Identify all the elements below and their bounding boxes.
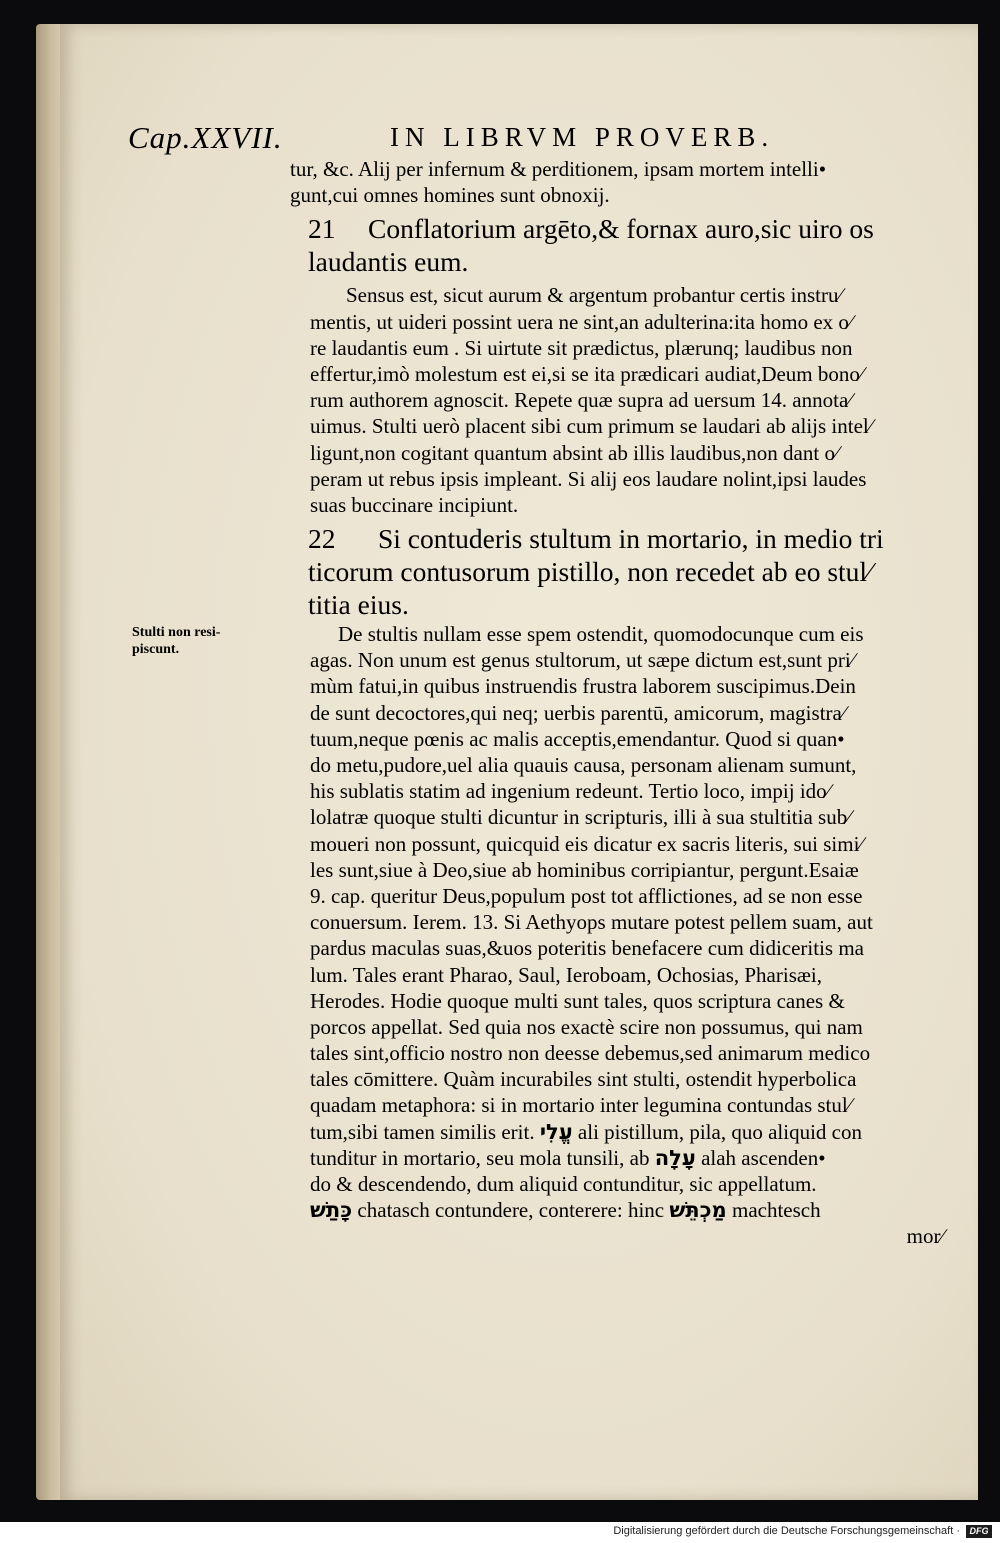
text-run: alah ascenden• (701, 1145, 826, 1170)
text-line: ligunt,non cogitant quantum absint ab illis laudibus,non dant o∕ (310, 440, 839, 465)
text-line: mentis, ut uideri possint uera ne sint,an adulterina:ita homo ex o∕ (310, 309, 853, 334)
text-line: conuersum. Ierem. 13. Si Aethyops mutare potest pellem suam, aut (310, 910, 873, 935)
text-line: porcos appellat. Sed quia nos exactè scire non possumus, qui nam (310, 1014, 863, 1039)
text-line: peram ut rebus ipsis impleant. Si alij eos laudare nolint,ipsi laudes (310, 466, 867, 491)
margin-note-line: piscunt. (132, 642, 180, 657)
text-line (250, 1145, 950, 1171)
text-line: De stultis nullam esse spem ostendit, quomodocunque cum eis (338, 622, 864, 647)
text-line: tales sint,officio nostro non deesse debemus,sed animarum medico (310, 1041, 871, 1066)
text-line: effertur,imò molestum est ei,si se ita prædicari audiat,Deum bono∕ (310, 361, 864, 386)
catchword: mor∕ (906, 1224, 944, 1249)
text-run: chatasch contundere, conterere: hinc (357, 1198, 665, 1223)
hebrew-word: עָלָה (654, 1145, 696, 1170)
text-line: quadam metaphora: si in mortario inter legumina contundas stul∕ (310, 1093, 852, 1118)
text-line: his sublatis statim ad ingenium redeunt. Tertio loco, impij ido∕ (310, 779, 831, 804)
text-line: uimus. Stulti uerò placent sibi cum primum se laudari ab alijs intel∕ (310, 414, 873, 439)
hebrew-word: עֱלִי (539, 1119, 573, 1144)
text-line (250, 1197, 950, 1223)
text-line: 9. cap. queritur Deus,populum post tot afflictiones, ad se non esse (310, 883, 863, 908)
text-line: suas buccinare incipiunt. (310, 492, 519, 517)
text-line: moueri non possunt, quicquid eis dicatur ex sacris literis, sui simi∕ (310, 831, 863, 856)
text-line (250, 1119, 950, 1145)
text-line: les sunt,siue à Deo,siue ab hominibus corripiantur, pergunt.Esaiæ (310, 857, 859, 882)
text-line: gunt,cui omnes homines sunt obnoxij. (290, 183, 610, 208)
text-run: tum,sibi tamen similis erit. (310, 1119, 535, 1144)
text-run: ali pistillum, pila, quo aliquid con (577, 1119, 862, 1144)
chapter-label: Cap.XXVII. (128, 120, 283, 155)
verse-number: 21 (308, 213, 336, 245)
text-line: de sunt decoctores,qui neq; uerbis parentū, amicorum, magistra∕ (310, 700, 846, 725)
text-line: do & descendendo, dum aliquid contunditur, sic appellatum. (310, 1172, 817, 1196)
footer-bar (0, 1522, 1000, 1543)
verse-text: Conflatorium argēto,& fornax auro,sic uiro os (368, 213, 874, 245)
text-run: tunditur in mortario, seu mola tunsili, ab (310, 1145, 650, 1170)
text-line: agas. Non unum est genus stultorum, ut sæpe dictum est,sunt pri∕ (310, 648, 855, 673)
verse-text: Si contuderis stultum in mortario, in medio tri (378, 523, 884, 555)
text-line: rum authorem agnoscit. Repete quæ supra ad uersum 14. annota∕ (310, 388, 852, 413)
verse-text: ticorum contusorum pistillo, non recedet ab eo stul∕ (308, 556, 872, 588)
verse-21 (250, 212, 950, 245)
text-line: mùm fatui,in quibus instruendis frustra laborem suscipimus.Dein (310, 674, 856, 699)
verse-text: titia eius. (308, 589, 409, 621)
verse-22 (250, 522, 950, 555)
text-line: tur, &c. Alij per infernum & perditionem, ipsam mortem intelli• (290, 157, 827, 181)
book-title: IN LIBRVM PROVERB. (390, 122, 775, 152)
text-line: lolatræ quoque stulti dicuntur in scripturis, illi à sua stultitia sub∕ (310, 805, 851, 830)
hebrew-word: כָּתַשׁ (310, 1198, 353, 1223)
text-line: pardus maculas suas,&uos poteritis benefacere cum didiceritis ma (310, 936, 864, 961)
funding-credit: Digitalisierung gefördert durch die Deutsche Forschungsgemeinschaft · (613, 1525, 960, 1537)
hebrew-word: מַכְתֵּשׁ (669, 1198, 727, 1223)
text-line: tales cōmittere. Quàm incurabiles sint stulti, ostendit hyperbolica (310, 1067, 857, 1092)
verse-number: 22 (308, 523, 336, 555)
verse-text: laudantis eum. (308, 246, 469, 278)
margin-note (132, 624, 252, 658)
text-line: do metu,pudore,uel alia quauis causa, personam alienam sumunt, (310, 753, 857, 777)
text-line: lum. Tales erant Pharao, Saul, Ieroboam, Ochosias, Pharisæi, (310, 962, 822, 987)
commentary-text (250, 156, 950, 1250)
margin-note-line: Stulti non resi- (132, 625, 221, 640)
running-head (128, 120, 848, 160)
text-run: machtesch (731, 1198, 821, 1223)
text-line: tuum,neque pœnis ac malis acceptis,emendantur. Quod si quan• (310, 726, 845, 751)
text-line: Herodes. Hodie quoque multi sunt tales, quos scriptura canes & (310, 988, 845, 1013)
text-line: Sensus est, sicut aurum & argentum probantur certis instru∕ (346, 283, 842, 308)
text-line: re laudantis eum . Si uirtute sit prædictus, plærunq; laudibus non (310, 335, 853, 360)
dfg-logo: DFG (966, 1525, 992, 1538)
